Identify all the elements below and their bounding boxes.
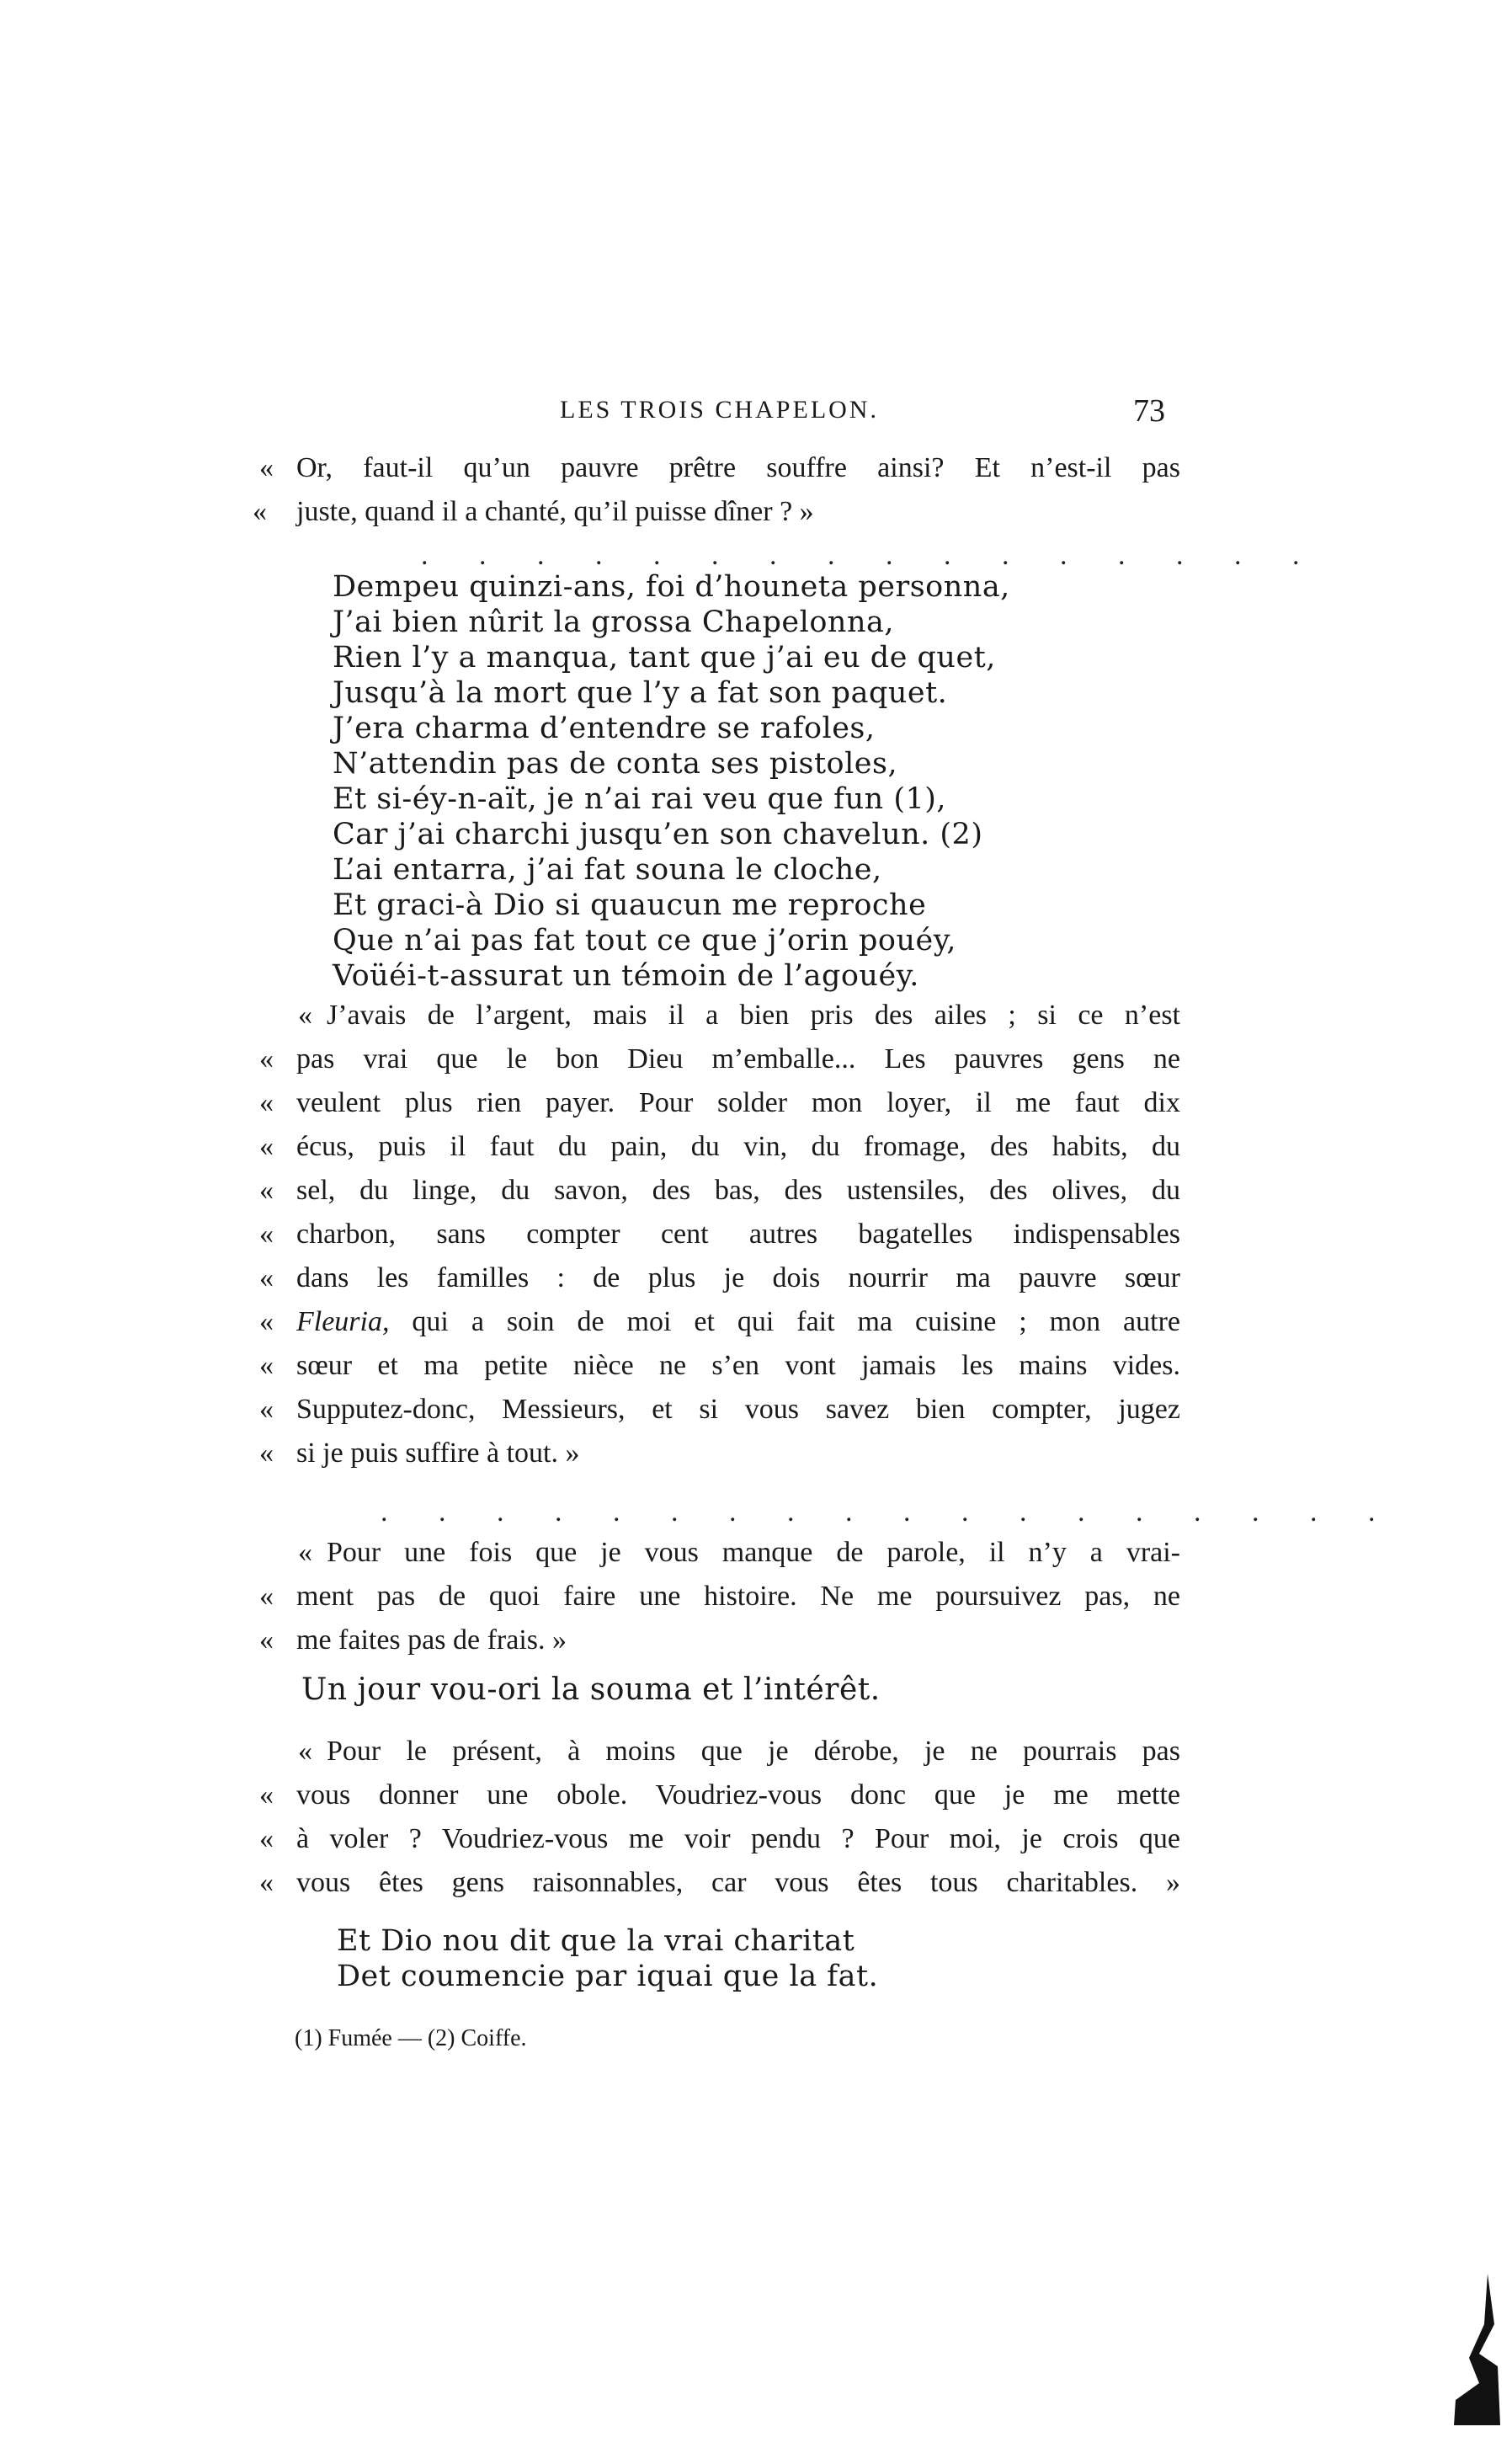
prose-line xyxy=(259,1388,1180,1432)
guillemet: « xyxy=(259,1394,274,1425)
prose-paragraph-3 xyxy=(259,1531,1180,1662)
prose-text: vous donner une obole. Voudriez-vous donc que je me mette xyxy=(296,1779,1180,1811)
prose-text: veulent plus rien payer. Pour solder mon loyer, il me faut dix xyxy=(296,1087,1180,1118)
prose-text-rest: qui a soin de moi et qui fait ma cuisine ; mon autre xyxy=(389,1306,1180,1337)
guillemet: « xyxy=(298,1000,312,1031)
guillemet: « xyxy=(253,496,267,527)
prose-text: si je puis suffire à tout. » xyxy=(296,1437,580,1469)
prose-paragraph-2 xyxy=(259,994,1180,1475)
guillemet: « xyxy=(259,1823,274,1854)
verse-line: Et Dio nou dit que la vrai charitat xyxy=(337,1924,855,1958)
prose-text: juste, quand il a chanté, qu’il puisse dîner ? » xyxy=(296,496,814,527)
prose-text: sel, du linge, du savon, des bas, des ustensiles, des olives, du xyxy=(296,1175,1180,1206)
prose-line xyxy=(259,1531,1180,1575)
prose-text xyxy=(296,1300,1180,1344)
prose-text: ment pas de quoi faire une histoire. Ne me poursuivez pas, ne xyxy=(296,1581,1180,1612)
prose-line xyxy=(259,1817,1180,1861)
prose-text: dans les familles : de plus je dois nourrir ma pauvre sœur xyxy=(296,1262,1180,1293)
italic-name: Fleuria, xyxy=(296,1306,390,1337)
verse-stanza-1 xyxy=(333,569,1090,994)
prose-paragraph-1 xyxy=(253,446,1180,534)
prose-text: me faites pas de frais. » xyxy=(296,1624,567,1656)
prose-text: Pour une fois que je vous manque de parole, il n’y a vrai- xyxy=(327,1537,1180,1568)
guillemet: « xyxy=(259,1175,274,1206)
prose-line xyxy=(259,1619,1177,1662)
ellipsis-separator-1: . . . . . . . . . . . . . . . . xyxy=(421,540,1322,571)
prose-line xyxy=(259,1213,1180,1256)
prose-text: à voler ? Voudriez-vous me voir pendu ? Pour moi, je crois que xyxy=(296,1823,1180,1854)
prose-text: Or, faut-il qu’un pauvre prêtre souffre ainsi? Et n’est-il pas xyxy=(296,452,1180,483)
scan-edge-mark xyxy=(1454,2274,1500,2425)
guillemet: « xyxy=(259,1779,274,1811)
guillemet: « xyxy=(259,1262,274,1293)
verse-line: Jusqu’à la mort que l’y a fat son paquet. xyxy=(333,676,948,710)
guillemet: « xyxy=(259,1087,274,1118)
prose-line xyxy=(259,1300,1180,1344)
guillemet: « xyxy=(259,1437,274,1469)
guillemet: « xyxy=(259,1043,274,1075)
verse-line: J’ai bien nûrit la grossa Chapelonna, xyxy=(333,605,894,639)
verse-line: Car j’ai charchi jusqu’en son chavelun. (2) xyxy=(333,818,983,851)
guillemet: « xyxy=(259,1624,274,1656)
prose-line xyxy=(259,1344,1180,1388)
verse-line: Un jour vou-ori la souma et l’intérêt. xyxy=(301,1672,881,1707)
prose-text: J’avais de l’argent, mais il a bien pris des ailes ; si ce n’est xyxy=(327,1000,1180,1031)
verse-line: L’ai entarra, j’ai fat souna le cloche, xyxy=(333,853,882,887)
prose-text: sœur et ma petite nièce ne s’en vont jamais les mains vides. xyxy=(296,1350,1180,1381)
verse-line: N’attendin pas de conta ses pistoles, xyxy=(333,747,898,781)
verse-line: Dempeu quinzi-ans, foi d’houneta personna, xyxy=(333,570,1010,604)
footnotes: (1) Fumée — (2) Coiffe. xyxy=(295,2025,527,2051)
verse-line: Et si-éy-n-aït, je n’ai rai veu que fun (1), xyxy=(333,782,947,816)
prose-line xyxy=(259,1730,1180,1773)
verse-line: Voüéi-t-assurat un témoin de l’agouéy. xyxy=(333,959,919,993)
prose-line xyxy=(259,1256,1180,1300)
prose-text: Pour le présent, à moins que je dérobe, je ne pourrais pas xyxy=(327,1736,1180,1767)
guillemet: « xyxy=(259,1350,274,1381)
prose-text: Supputez-donc, Messieurs, et si vous savez bien compter, jugez xyxy=(296,1394,1180,1425)
verse-line: Que n’ai pas fat tout ce que j’orin pouéy, xyxy=(333,924,957,957)
prose-text: pas vrai que le bon Dieu m’emballe... Les pauvres gens ne xyxy=(296,1043,1180,1075)
prose-line xyxy=(259,1575,1180,1619)
prose-line xyxy=(259,1169,1180,1213)
verse-line: Et graci-à Dio si quaucun me reproche xyxy=(333,888,927,922)
prose-text: écus, puis il faut du pain, du vin, du fromage, des habits, du xyxy=(296,1131,1180,1162)
guillemet: « xyxy=(259,1581,274,1612)
prose-text: vous êtes gens raisonnables, car vous êtes tous charitables. » xyxy=(296,1867,1180,1898)
guillemet: « xyxy=(259,1306,274,1337)
prose-line xyxy=(259,1125,1180,1169)
verse-stanza-3 xyxy=(337,1923,1094,1994)
running-header-title: LES TROIS CHAPELON. xyxy=(560,396,879,424)
page-number: 73 xyxy=(1133,393,1165,429)
prose-line xyxy=(253,490,1177,534)
guillemet: « xyxy=(298,1736,312,1767)
guillemet: « xyxy=(298,1537,312,1568)
prose-line xyxy=(259,1037,1180,1081)
prose-line xyxy=(259,994,1180,1037)
prose-line xyxy=(259,1432,1177,1475)
guillemet: « xyxy=(259,452,274,483)
verse-line: Rien l’y a manqua, tant que j’ai eu de quet, xyxy=(333,641,996,675)
guillemet: « xyxy=(259,1219,274,1250)
prose-line xyxy=(259,446,1180,490)
guillemet: « xyxy=(259,1867,274,1898)
prose-line xyxy=(259,1861,1180,1905)
prose-paragraph-4 xyxy=(259,1730,1180,1905)
prose-line xyxy=(259,1773,1180,1817)
verse-line: J’era charma d’entendre se rafoles, xyxy=(333,712,876,745)
guillemet: « xyxy=(259,1131,274,1162)
prose-line xyxy=(259,1081,1180,1125)
verse-line: Det coumencie par iquai que la fat. xyxy=(337,1960,879,1993)
verse-stanza-2 xyxy=(301,1672,1059,1708)
prose-text: charbon, sans compter cent autres bagatelles indispensables xyxy=(296,1219,1180,1250)
ellipsis-separator-2: . . . . . . . . . . . . . . . . . . xyxy=(381,1496,1398,1528)
